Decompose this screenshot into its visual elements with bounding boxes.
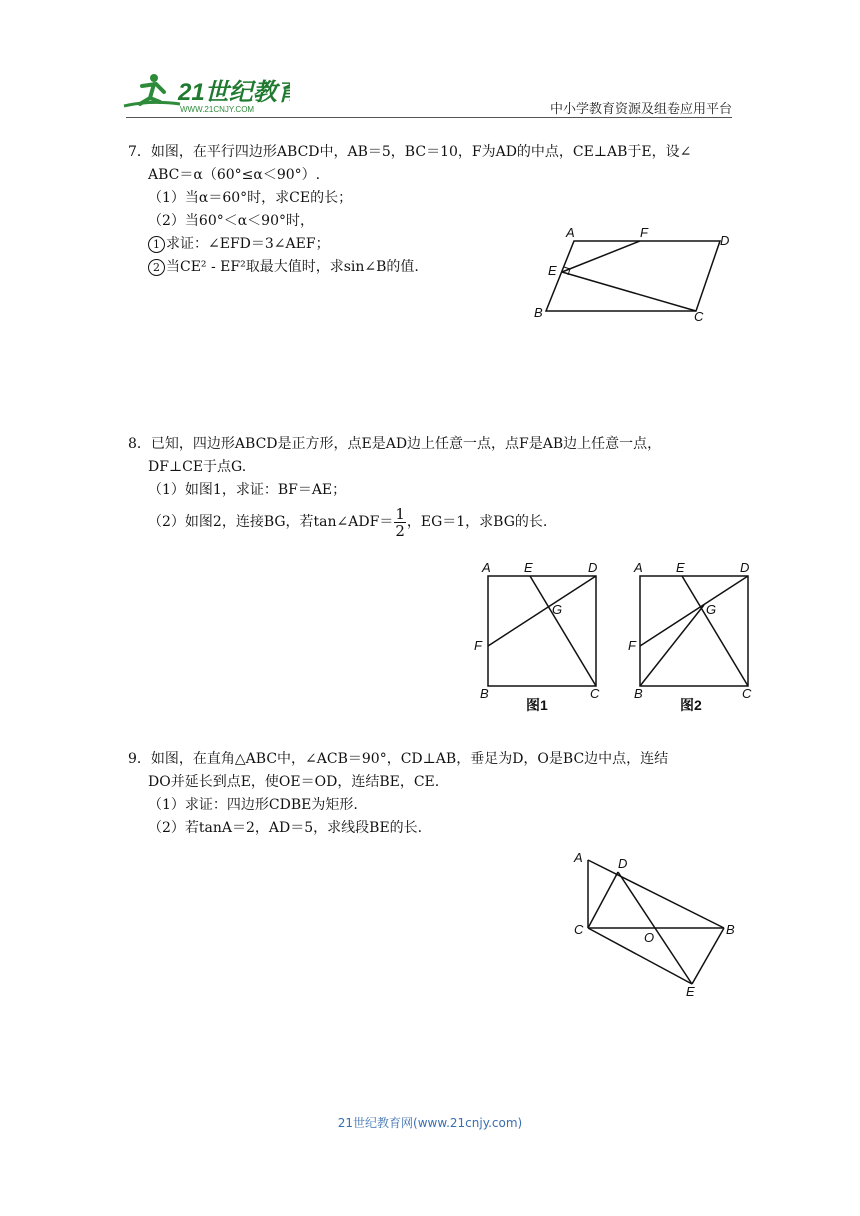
- q9-figure: [568, 848, 748, 1000]
- segment-cd: [588, 872, 618, 928]
- fraction-denominator: 2: [395, 521, 405, 540]
- q7-part2a: [148, 232, 330, 256]
- q8-stem-line2: DF⊥CE于点G.: [148, 459, 247, 475]
- segment-ec: [682, 576, 748, 686]
- q8-stem-line1: 8．已知，四边形ABCD是正方形，点E是AD边上任意一点，点F是AB边上任意一点，: [128, 436, 662, 452]
- segment-ec: [562, 272, 696, 311]
- segment-be: [692, 928, 724, 984]
- q8-part2: [148, 505, 547, 539]
- label-b: B: [534, 305, 543, 320]
- square-abcd: [640, 576, 748, 686]
- label-e: E: [686, 984, 695, 999]
- q7-stem-line1: 7．如图，在平行四边形ABCD中，AB＝5，BC＝10，F为AD的中点，CE⊥AB于E，设∠: [128, 144, 692, 160]
- label-g: G: [706, 602, 717, 617]
- label-c: C: [590, 686, 600, 701]
- logo-url: WWW.21CNJY.COM: [180, 105, 255, 114]
- label-b: B: [634, 686, 643, 701]
- label-c: C: [574, 922, 584, 937]
- label-d: D: [720, 233, 730, 248]
- segment-bg: [640, 605, 704, 686]
- logo-text: 21世纪教育: [178, 79, 290, 106]
- q7-part1: （1）当α＝60°时，求CE的长；: [148, 190, 353, 206]
- q8-part2-post: ，EG＝1，求BG的长.: [406, 514, 548, 530]
- label-c: C: [694, 309, 704, 324]
- fraction-numerator: 1: [395, 504, 405, 523]
- circled-number: 2: [148, 259, 165, 276]
- q8-part2-pre: （2）如图2，连接BG，若tan∠ADF＝: [148, 514, 394, 530]
- label-b: B: [726, 922, 735, 937]
- label-c: C: [742, 686, 752, 701]
- label-g: G: [552, 602, 563, 617]
- label-a: A: [566, 225, 575, 240]
- segment-ec: [530, 576, 596, 686]
- label-a: A: [482, 560, 491, 575]
- square-abcd: [488, 576, 596, 686]
- label-a: A: [634, 560, 643, 575]
- q7-stem-line2: ABC＝α（60°≤α＜90°）.: [148, 167, 321, 183]
- q8-figure-1: [472, 558, 612, 718]
- label-e: E: [548, 263, 557, 278]
- q9-stem-line2: DO并延长到点E，使OE＝OD，连结BE，CE.: [148, 774, 440, 790]
- segment-ab: [588, 860, 724, 928]
- figure-caption: 图2: [680, 697, 702, 713]
- header-divider: [126, 117, 732, 118]
- parallelogram-abcd: [546, 241, 720, 311]
- q7-part2a-text: 求证：∠EFD＝3∠AEF；: [166, 236, 330, 252]
- label-f: F: [474, 638, 482, 653]
- segment-ef: [562, 241, 640, 272]
- platform-title: 中小学教育资源及组卷应用平台: [549, 102, 732, 117]
- label-e: E: [524, 560, 533, 575]
- label-b: B: [480, 686, 489, 701]
- footer-link[interactable]: 21世纪教育网(www.21cnjy.com): [337, 1116, 523, 1130]
- q8-figure-2: [626, 558, 760, 718]
- segment-df: [640, 576, 748, 646]
- q7-part2b-text: 当CE² - EF²取最大值时，求sin∠B的值.: [166, 259, 419, 275]
- label-a: A: [574, 850, 583, 865]
- figure-caption: 图1: [526, 697, 548, 713]
- q9-part2: （2）若tanA＝2，AD＝5，求线段BE的长.: [148, 820, 423, 836]
- label-o: O: [644, 930, 655, 945]
- q8-part1: （1）如图1，求证：BF＝AE；: [148, 482, 347, 498]
- q7-part2b: [148, 255, 419, 279]
- q9-stem-line1: 9．如图，在直角△ABC中，∠ACB＝90°，CD⊥AB，垂足为D，O是BC边中点，连结: [128, 751, 669, 767]
- label-f: F: [640, 225, 648, 240]
- label-d: D: [740, 560, 750, 575]
- fraction: [394, 506, 406, 539]
- label-d: D: [618, 856, 628, 871]
- q9-part1: （1）求证：四边形CDBE为矩形.: [148, 797, 358, 813]
- label-d: D: [588, 560, 598, 575]
- segment-df: [488, 576, 596, 646]
- site-logo: [120, 70, 290, 116]
- circled-number: 1: [148, 236, 165, 253]
- q7-part2: （2）当60°＜α＜90°时，: [148, 213, 314, 229]
- label-f: F: [628, 638, 636, 653]
- label-e: E: [676, 560, 685, 575]
- q7-figure: [530, 225, 740, 325]
- segment-ce: [588, 928, 692, 984]
